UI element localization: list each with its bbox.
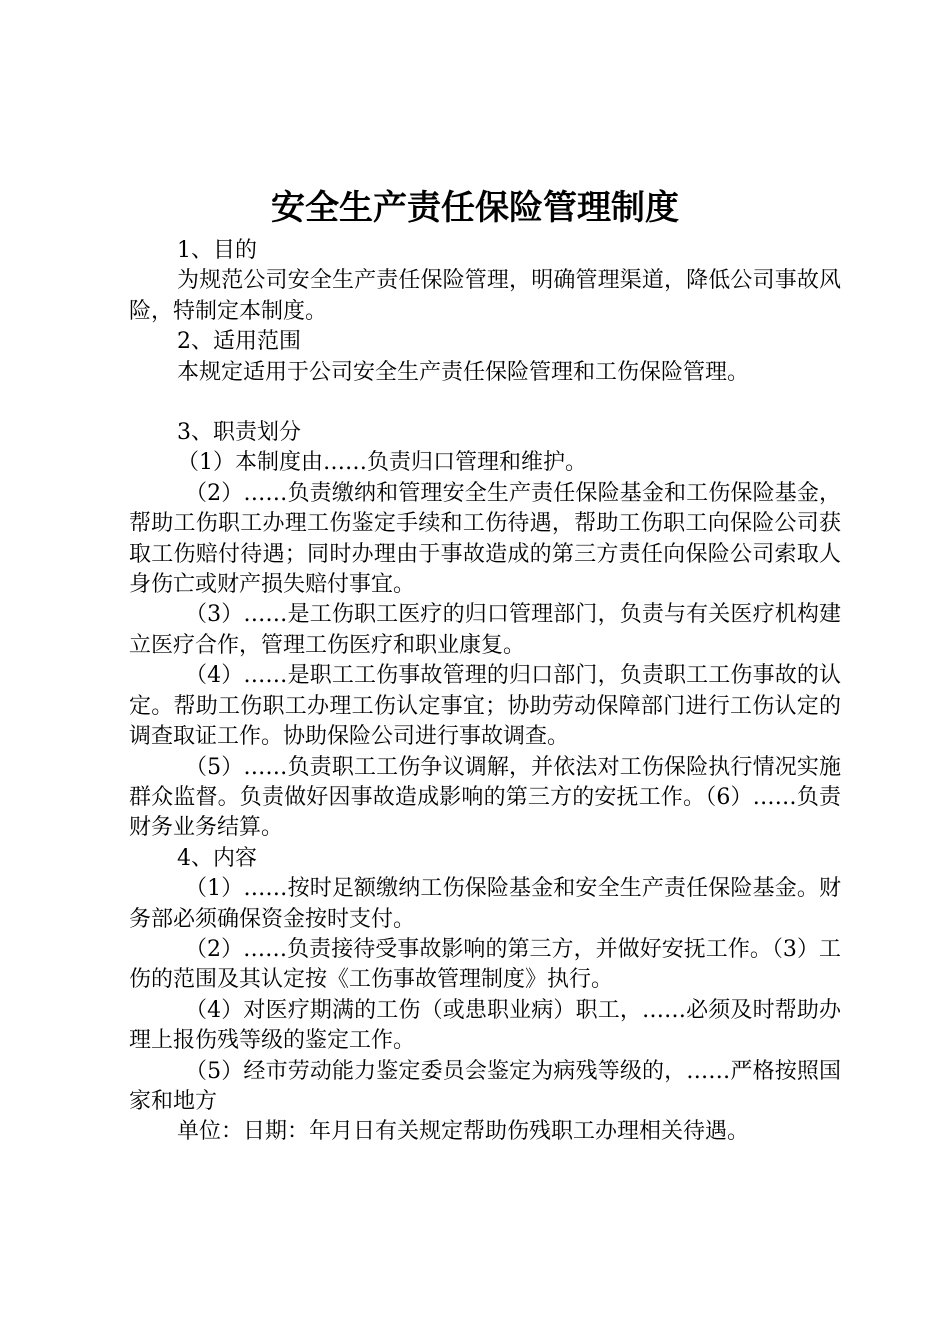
paragraph-responsibility-3: （3）……是工伤职工医疗的归口管理部门，负责与有关医疗机构建立医疗合作，管理工伤医疗和职业康复。 [129,602,841,658]
paragraph-responsibility-5: （5）……负责职工工伤争议调解，并依法对工伤保险执行情况实施群众监督。负责做好因事故造成影响的第三方的安抚工作。（6）……负责财务业务结算。 [129,754,841,841]
paragraph-footer: 单位：日期：年月日有关规定帮助伤残职工办理相关待遇。 [177,1119,750,1145]
paragraph-purpose: 为规范公司安全生产责任保险管理，明确管理渠道，降低公司事故风险，特制定本制度。 [129,268,841,324]
paragraph-responsibility-4: （4）……是职工工伤事故管理的归口部门，负责职工工伤事故的认定。帮助工伤职工办理工伤认定事宜；协助劳动保障部门进行工伤认定的调查取证工作。协助保险公司进行事故调查。 [129,663,841,750]
document-body [129,236,841,1148]
section-heading-content: 4、内容 [177,845,257,871]
document-title: 安全生产责任保险管理制度 [271,188,679,228]
section-heading-purpose: 1、目的 [177,238,257,263]
paragraph-responsibility-1: （1）本制度由……负责归口管理和维护。 [177,450,587,476]
paragraph-responsibility-2: （2）……负责缴纳和管理安全生产责任保险基金和工伤保险基金，帮助工伤职工办理工伤鉴定手续和工伤待遇，帮助工伤职工向保险公司获取工伤赔付待遇；同时办理由于事故造成的第三方责任向保险公司索取人身伤亡或财产损失赔付事宜。 [129,480,841,598]
blank-line [129,388,841,418]
section-heading-scope: 2、适用范围 [177,329,301,355]
paragraph-scope: 本规定适用于公司安全生产责任保险管理和工伤保险管理。 [177,359,750,385]
paragraph-content-4: （4）对医疗期满的工伤（或患职业病）职工，……必须及时帮助办理上报伤残等级的鉴定工作。 [129,997,841,1054]
paragraph-content-5: （5）经市劳动能力鉴定委员会鉴定为病残等级的，……严格按照国家和地方 [129,1058,841,1114]
paragraph-content-2: （2）……负责接待受事故影响的第三方，并做好安抚工作。（3）工伤的范围及其认定按《工伤事故管理制度》执行。 [129,936,841,993]
paragraph-content-1: （1）……按时足额缴纳工伤保险基金和安全生产责任保险基金。财务部必须确保资金按时支付。 [129,876,841,932]
section-heading-responsibilities: 3、职责划分 [177,420,301,446]
